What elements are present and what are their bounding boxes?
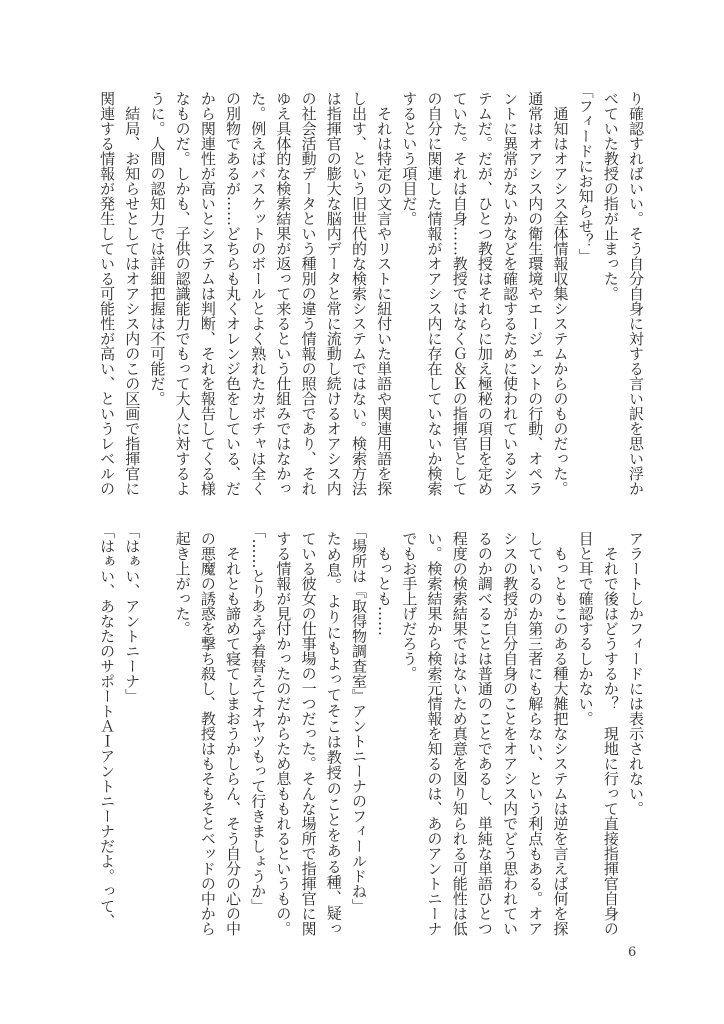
text-column: の自分に関連した情報がオアシス内に存在していないか検索: [425, 91, 444, 496]
dialogue-column: 「フィードにお知らせ？」: [576, 91, 595, 264]
text-column: でもお手上げだろう。: [400, 531, 419, 681]
text-column: 関連する情報が発生している可能性が高い、というレベルの: [98, 91, 117, 496]
text-column: から関連性が高いとシステムは判断、それを報告してくる様: [198, 91, 217, 496]
lower-text-block: [94, 531, 648, 936]
text-column: それは特定の文言やリストに紐付いた単語や関連用語を探: [375, 91, 394, 496]
text-column: 起き上がった。: [173, 531, 192, 636]
text-column: 通常はオアシス内の衛生環境やエージェントの行動、オペラ: [526, 91, 545, 496]
text-column: シスの教授が自分自身のことをオアシス内でどう思われてい: [501, 531, 520, 936]
text-column: の悪魔の誘惑を撃ち殺し、教授はもそもそとベッドの中から: [198, 531, 217, 936]
text-column: るのか調べることは普通のことであるし、単純な単語ひとつ: [475, 531, 494, 936]
text-column: は指揮官の膨大な脳内データと常に流動し続けるオアシス内: [324, 91, 343, 496]
text-column: するという項目だ。: [400, 91, 419, 226]
dialogue-column: 「はぁい、あなたのサポートＡＩアントニーナだよ。って、: [98, 531, 117, 929]
text-column: い。検索結果から検索元情報を知るのは、あのアントニーナ: [425, 531, 444, 936]
dialogue-column: 「……とりあえず着替えてオヤツもって行きましょうか」: [249, 531, 268, 914]
text-column: の社会活動データという種別の違う情報の照合であり、それ: [299, 91, 318, 496]
text-column: もっともこのある種大雑把なシステムは逆を言えば何を探: [551, 531, 570, 936]
text-column: ントに異常がないかなどを確認するために使われているシス: [501, 91, 520, 496]
text-column: 通知はオアシス全体情報収集システムからのものだった。: [551, 91, 570, 496]
text-column: テムだ。だが、ひとつ教授はそれらに加え極秘の項目を定め: [475, 91, 494, 496]
text-column: それとも諦めて寝てしまおうかしらん、そう自分の心の中: [224, 531, 242, 936]
text-column: ていた。それは自身……教授ではなくＧ＆Ｋの指揮官として: [450, 91, 469, 496]
text-column: しているのか第三者にも解らない、という利点もある。オア: [526, 531, 545, 936]
upper-text-block: [94, 91, 648, 496]
text-column: それで後はどうするか？ 現地に行って直接指揮官自身の: [601, 531, 620, 936]
blank-column: [144, 531, 169, 936]
dialogue-column: 「はぁい、アントニーナ」: [123, 531, 142, 704]
text-column: する情報が見付かったのだからため息ももれるというもの。: [274, 531, 293, 936]
dialogue-column: 「場所は『取得物調査室』アントニーナのフィールドね」: [349, 531, 368, 914]
text-column: ため息。よりにもよってそこは教授のことをある種、疑っ: [324, 531, 343, 936]
page-number: 6: [628, 945, 637, 960]
text-column: の別物であるが……どちらも丸くオレンジ色をしている、だ: [224, 91, 242, 496]
text-column: 結局、お知らせとしてはオアシス内のこの区画で指揮官に: [123, 91, 142, 496]
text-column: もっとも……: [375, 531, 394, 636]
text-column: 目と耳で確認するしかない。: [576, 531, 595, 726]
text-column: 程度の検索結果ではないため真意を図り知られる可能性は低: [450, 531, 469, 936]
text-column: た。例えばバスケットのボールとよく熟れたカボチャは全く: [249, 91, 268, 496]
text-column: アラートしかフィードには表示されない。: [627, 531, 645, 816]
text-column: り確認すればいい。そう自分自身に対する言い訳を思い浮か: [627, 91, 645, 496]
text-column: べていた教授の指が止まった。: [601, 91, 620, 301]
text-column: ている彼女の仕事場の一つだった。そんな場所で指揮官に関: [299, 531, 318, 936]
text-column: ゆえ具体的な検索結果が返って来るという仕組みではなかっ: [274, 91, 293, 496]
text-column: なものだ。しかも、子供の認識能力でもって大人に対するよ: [173, 91, 192, 496]
text-column: し出す、という旧世代的な検索システムではない。検索方法: [349, 91, 368, 496]
text-column: うに。人間の認知力では詳細把握は不可能だ。: [148, 91, 167, 406]
